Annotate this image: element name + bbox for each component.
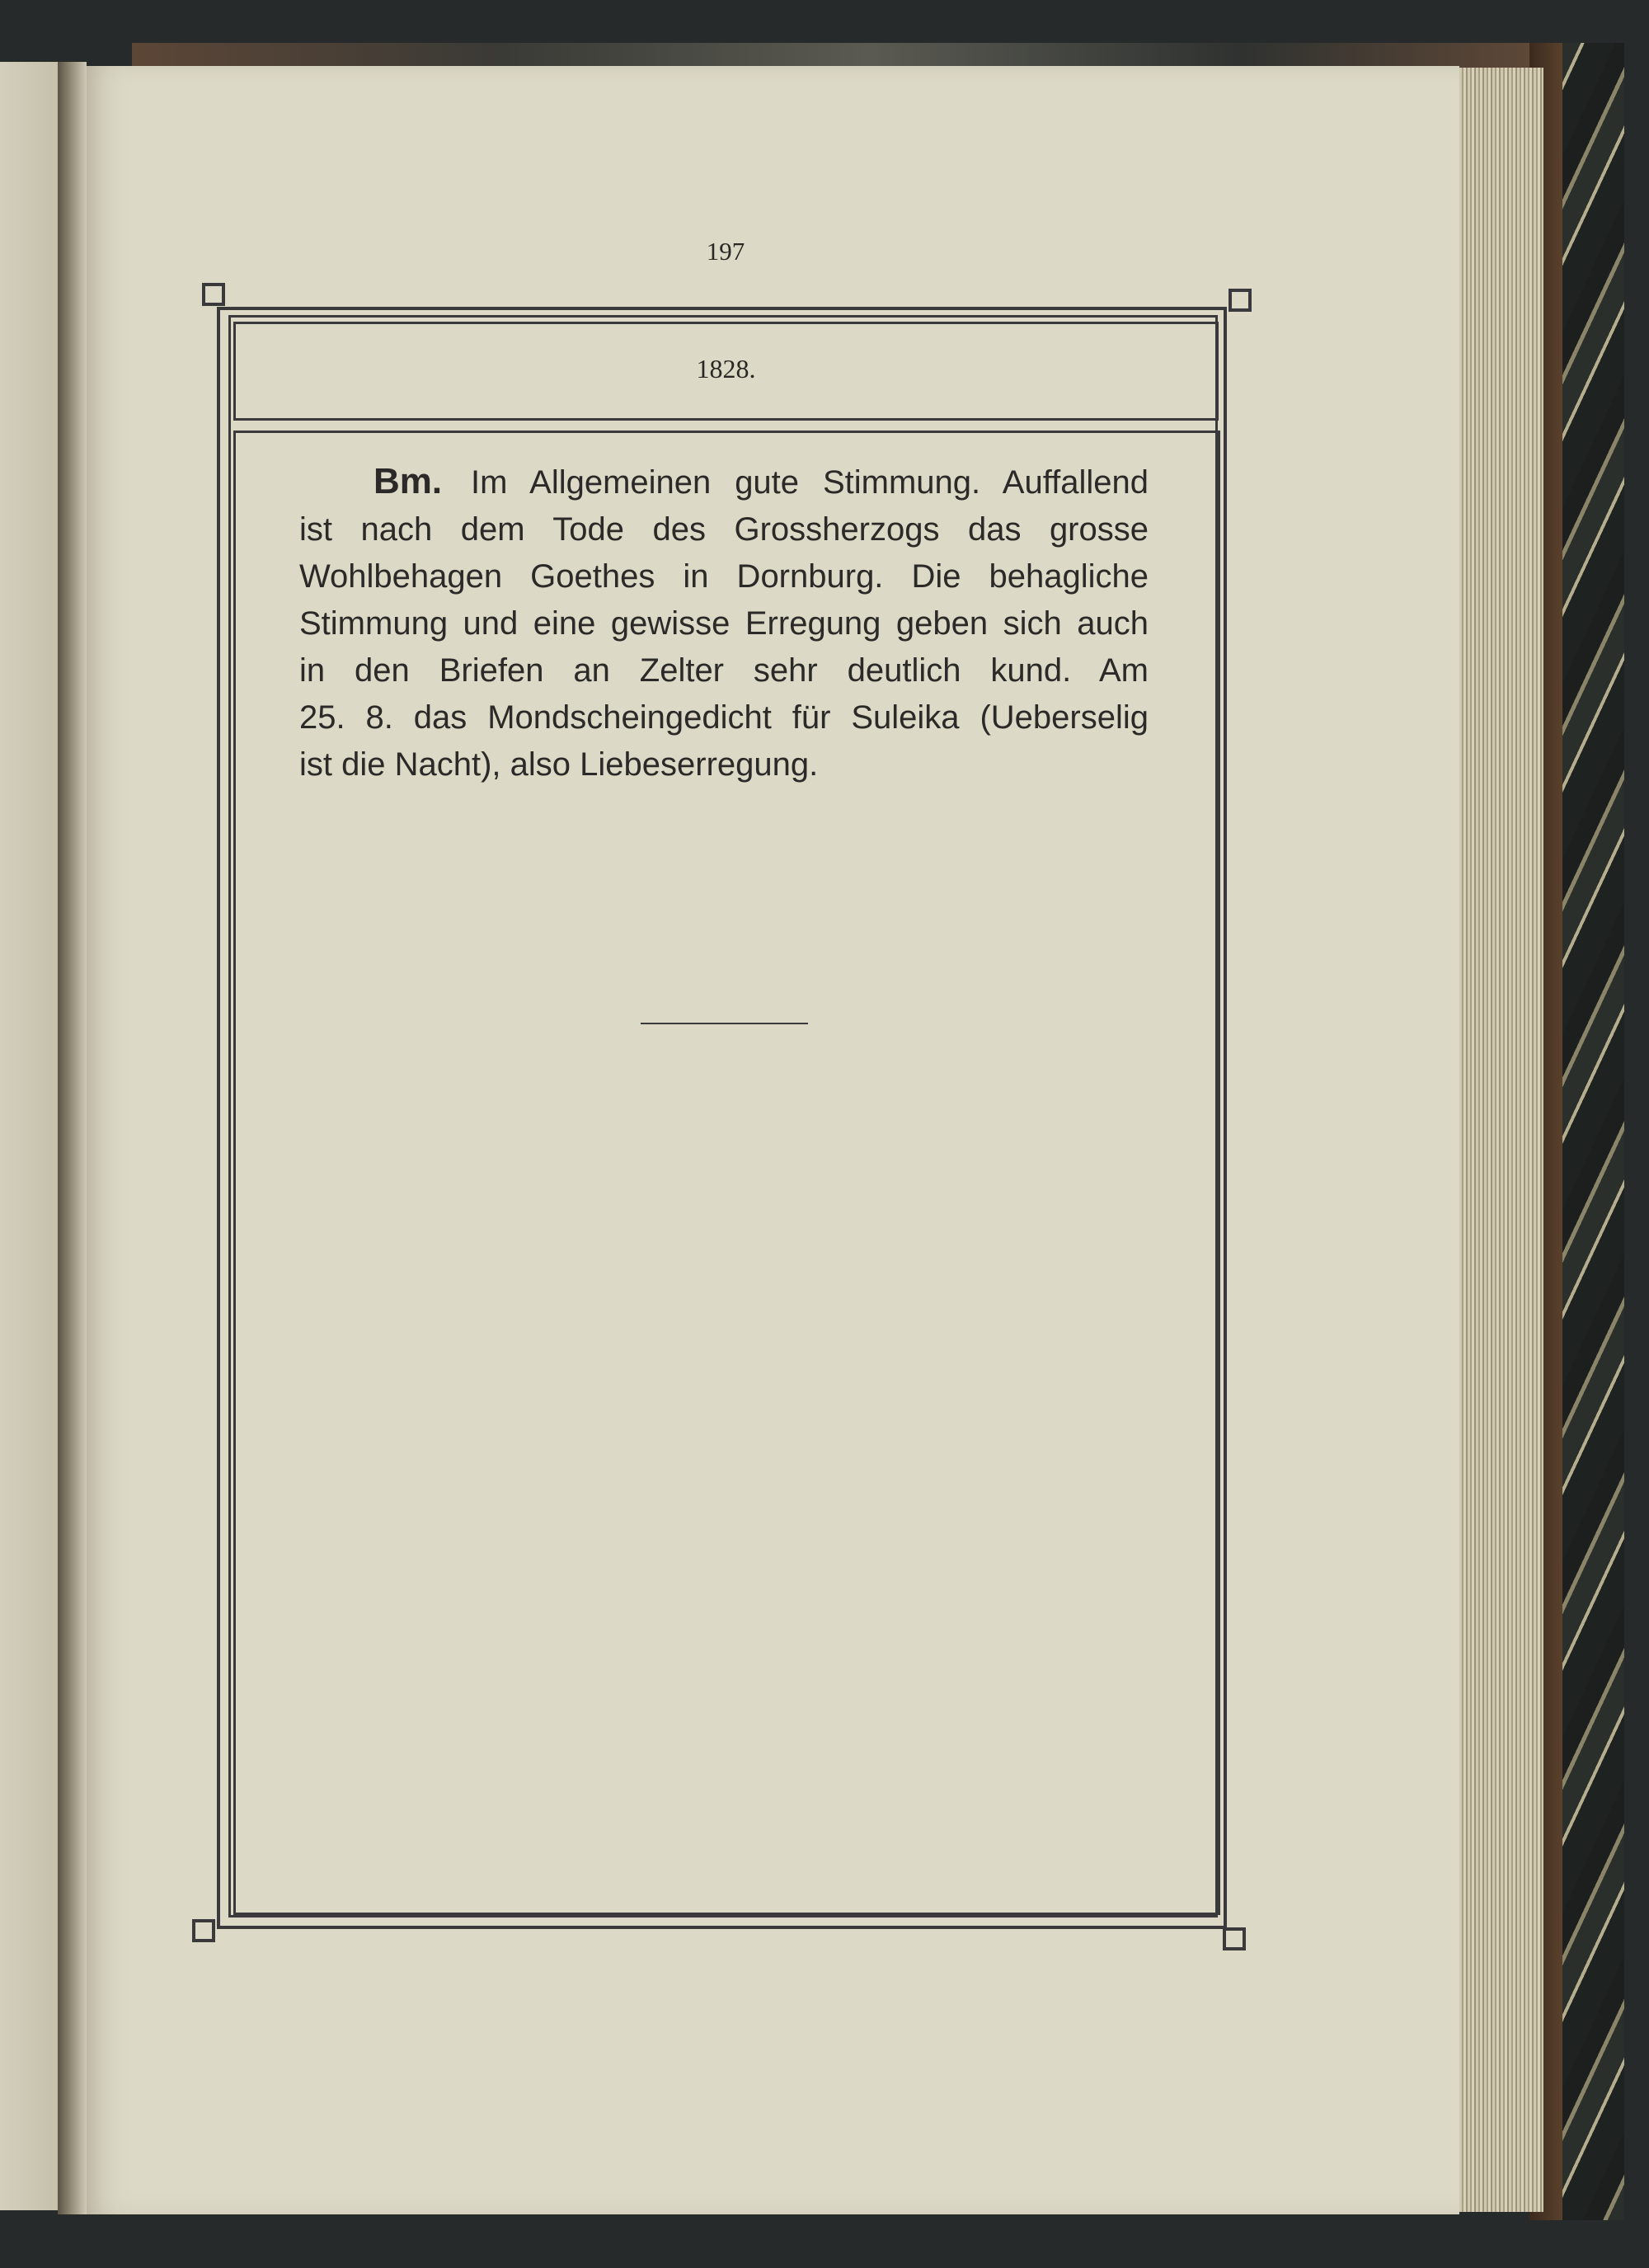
frame-corner-bottom-left <box>192 1919 215 1942</box>
entry-line: ist die Nacht), also Liebeserregung. <box>299 746 819 783</box>
facing-page <box>0 62 66 2210</box>
entry-line: Stimmung und eine gewisse Erregung geben sich auch <box>299 605 1149 642</box>
page-edges <box>1451 68 1543 2212</box>
frame-corner-bottom-right <box>1223 1927 1246 1950</box>
frame-corner-top-right <box>1229 289 1252 312</box>
book-gutter <box>58 62 87 2214</box>
entry-line: Wohlbehagen Goethes in Dornburg. Die behagliche <box>299 558 1149 595</box>
entry-abbreviation: Bm. <box>373 461 443 501</box>
entry-text <box>299 458 1149 788</box>
entry-line <box>299 458 1149 506</box>
entry-line: 25. 8. das Mondscheingedicht für Suleika (Ueberselig <box>299 699 1149 736</box>
section-divider <box>641 1023 808 1024</box>
year-heading: 1828. <box>696 354 756 383</box>
page-number: 197 <box>706 237 745 266</box>
entry-line-text: Im Allgemeinen gute Stimmung. Auffallend <box>471 464 1149 501</box>
frame-corner-top-left <box>202 283 225 306</box>
year-header-box <box>233 322 1219 421</box>
entry-line: in den Briefen an Zelter sehr deutlich kund. Am <box>299 652 1149 689</box>
entry-line: ist nach dem Tode des Grossherzogs das grosse <box>299 511 1149 548</box>
